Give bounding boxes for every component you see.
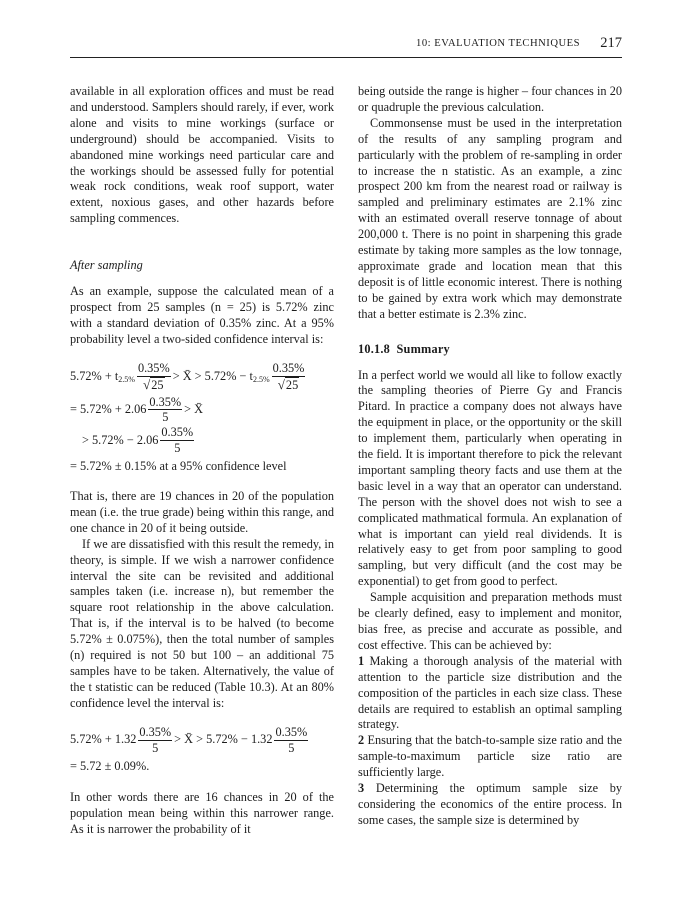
- fraction: [274, 726, 308, 755]
- eq-text: > X̄: [184, 401, 204, 416]
- list-number: 3: [358, 781, 365, 796]
- denominator: 25: [285, 377, 299, 392]
- denominator: 5: [288, 740, 295, 755]
- section-title: Summary: [396, 341, 450, 356]
- fraction: [138, 726, 172, 755]
- equation-6: = 5.72 ± 0.09%.: [70, 758, 150, 773]
- paragraph: As an example, suppose the calculated mean of a prospect from 25 samples (n = 25) is 5.72% zinc with a standard deviation of 0.35% zinc. At a 95% probability level a two-sided confidence interval is:: [70, 284, 334, 346]
- paragraph: If we are dissatisfied with this result the remedy, in theory, is simple. If we wish a narrower confidence interval the site can be revisited and additional samples taken (i.e. increase n), but remember the square root relationship in the above calculation. That is, if the interval is to be halved (to become 5.72% ± 0.075%), then the total number of samples (n) required is not 50 but 100 – an additional 75 samples have to be taken. Alternatively, the value of the t statistic can be reduced (Table 10.3). At an 80% confidence level the interval is:: [70, 536, 334, 710]
- list-text: Determining the optimum sample size by considering the economics of the entire process. In some cases, the sample size is determined by: [358, 781, 622, 827]
- eq-text: > 5.72% − 2.06: [82, 432, 159, 447]
- left-column: [70, 84, 334, 838]
- fraction: $\frac{0.35\%}{√25}$: [137, 360, 170, 392]
- denominator: 5: [162, 410, 169, 425]
- right-column: [358, 84, 622, 829]
- eq-text: = 5.72% + 2.06: [70, 401, 147, 416]
- numerator: 0.35%: [139, 724, 172, 739]
- numerator: 0.35%: [149, 394, 182, 409]
- eq-text: 5.72% + t: [70, 368, 119, 383]
- section-number: 10.1.8: [358, 341, 390, 356]
- page-number: 217: [600, 35, 622, 51]
- equation-5: [70, 726, 334, 755]
- paragraph: being outside the range is higher – four chances in 20 or quadruple the previous calculation.: [358, 84, 622, 114]
- subheading-after-sampling: After sampling: [70, 258, 143, 273]
- list-item: [358, 654, 622, 734]
- equation-3: [70, 426, 334, 455]
- equation-4: = 5.72% ± 0.15% at a 95% confidence level: [70, 459, 287, 474]
- eq-text: > X̄ > 5.72% − 1.32: [174, 732, 273, 747]
- eq-text: 5.72% + 1.32: [70, 732, 137, 747]
- list-item: [358, 733, 622, 781]
- denominator: 5: [174, 441, 181, 456]
- fraction: [148, 396, 182, 425]
- numerator: 0.35%: [161, 425, 194, 440]
- fraction: $\frac{0.35\%}{√25}$: [272, 360, 305, 392]
- list-item: [358, 781, 622, 829]
- eq-subscript: 2.5%: [252, 374, 270, 384]
- list-text: Ensuring that the batch-to-sample size ratio and the sample-to-maximum particle size ratio are sufficiently large.: [358, 733, 622, 780]
- numerator: 0.35%: [275, 724, 308, 739]
- paragraph: available in all exploration offices and must be read and understood. Samplers should rarely, if ever, work alone and visits to mine workings (surface or underground) should be accompanied. Visits to abandoned mine workings need particular care and the workings should be assessed fully for potential weak rock conditions, weak roof support, water extent, noxious gases, and other hazards before sampling commences.: [70, 84, 334, 226]
- denominator: 25: [151, 377, 164, 392]
- paragraph: Commonsense must be used in the interpretation of the results of any sampling program and particularly with the problem of re-sampling in order to increase the n statistic. As an example, a zinc prospect 200 km from the nearest road or railway is sampled and preliminary estimates are 2.1% zinc with an estimated overall reserve tonnage of about 200,000 t. There is no point in sharpening this grade estimate by taking more samples as the low tonnage, approximate grade and location mean that this deposit is of little economic interest. There is nothing to be gained by extra work which may demonstrate that a better estimate is 2.3% zinc.: [358, 115, 622, 321]
- denominator: 5: [152, 740, 159, 755]
- equation-1: [70, 362, 334, 392]
- eq-subscript: 2.5%: [118, 374, 135, 384]
- list-number: 1: [358, 653, 365, 668]
- paragraph: In other words there are 16 chances in 20 of the population mean being within this narrower range. As it is narrower the probability of it: [70, 790, 334, 837]
- numerator: 0.35%: [272, 360, 305, 375]
- list-text: Making a thorough analysis of the material with attention to the particle size distribution and the composition of the particles in each size class. These details are required to establish an optimal sampling strategy.: [358, 653, 622, 732]
- paragraph: In a perfect world we would all like to follow exactly the sampling theories of Pierre Gy and Francis Pitard. In practice a company does not always have the equipment in place, or the opportunity or the skill to implement them, particularly when operating in the field. It is important therefore to pick the relevant important sampling theory facts and use them at the basic level in a way that an operator can understand. The person with the shovel does not wish to see a complicated mathmatical formula. An explanation of what is important can yield real dividends. It is relatively easy to get from poor sampling to good sampling, but very difficult (and the cost may be exponential) to get from good to perfect.: [358, 367, 622, 589]
- numerator: 0.35%: [137, 360, 170, 375]
- running-header: [70, 35, 622, 58]
- eq-text: > X̄ > 5.72% − t: [172, 368, 253, 383]
- chapter-title: 10: EVALUATION TECHNIQUES: [416, 38, 580, 49]
- section-heading: [358, 342, 622, 358]
- fraction: [160, 426, 194, 455]
- paragraph: Sample acquisition and preparation methods must be clearly defined, easy to implement and monitor, bias free, as precise and accurate as possible, and cost effective. This can be achieved by:: [358, 590, 622, 652]
- equation-2: [70, 396, 334, 425]
- list-number: 2: [358, 733, 365, 748]
- paragraph: That is, there are 19 chances in 20 of the population mean (i.e. the true grade) being within this range, and one chance in 20 of it being outside.: [70, 489, 334, 535]
